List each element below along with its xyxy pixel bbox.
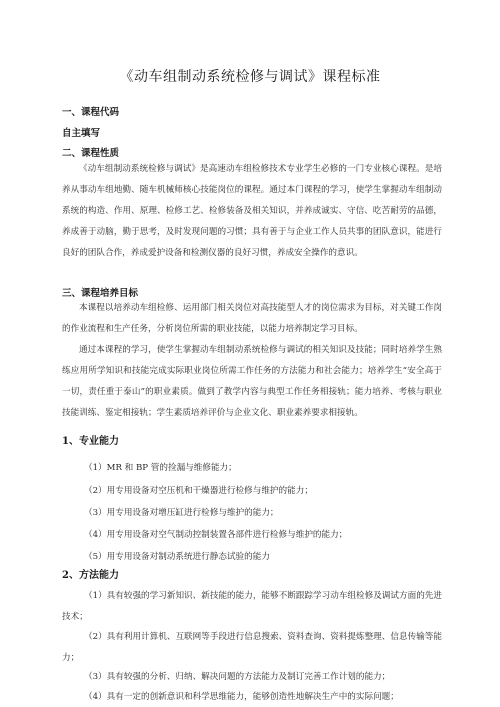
document-title: 《动车组制动系统检修与调试》课程标准 xyxy=(119,69,381,85)
course-goal-heading: 三、课程培养目标 xyxy=(62,288,139,299)
method-ability-heading: 2、方法能力 xyxy=(62,570,119,581)
course-code-value: 自主填写 xyxy=(62,128,101,139)
professional-ability-item: （2）用专用设备对空压机和干燥器进行检修与维护的能力； xyxy=(84,486,313,496)
method-ability-item-4: （4）具有一定的创新意识和科学思维能力，能够创造性地解决生产中的实际问题； xyxy=(84,692,399,702)
professional-ability-item: （5）用专用设备对制动系统进行静态试验的能力 xyxy=(84,552,270,562)
method-ability-item-3: （3）具有较强的分析、归纳、解决问题的方法能力及制订完善工作计划的能力； xyxy=(84,672,391,682)
course-nature-heading: 二、课程性质 xyxy=(62,148,120,159)
professional-ability-item: （4）用专用设备对空气制动控制装置各部件进行检修与维护的能力； xyxy=(84,530,348,540)
professional-ability-item: （1）MR 和 BP 管的捡漏与维修能力； xyxy=(84,463,237,473)
course-code-heading: 一、课程代码 xyxy=(62,107,120,118)
professional-ability-heading: 1、专业能力 xyxy=(62,436,119,447)
method-ability-item-2: （2）具有利用计算机、互联网等手段进行信息搜索、资料查询、资料提炼整理、信息传输等能力； xyxy=(62,632,442,663)
course-nature-paragraph: 《动车组制动系统检修与调试》是高速动车组检修技术专业学生必修的一门专业核心课程。是培养从事动车组地勤、随车机械师核心技能岗位的课程。通过本门课程的学习，使学生掌握动车组制动系统的构造、作用、原理、检修工艺、检修装备及相关知识，并养成诚实、守信、吃苦耐劳的品德，养成善于动脑，勤于思考，及时发现问题的习惯；具有善于与企业工作人员共事的团队意识，能进行良好的团队合作，养成爱护设备和检测仪器的良好习惯，养成安全操作的意识。 xyxy=(62,164,442,258)
course-goal-paragraph-1: 本课程以培养动车组检修、运用部门相关岗位对高技能型人才的岗位需求为目标，对关键工作岗的作业流程和生产任务，分析岗位所需的职业技能，以能力培养制定学习目标。 xyxy=(62,303,442,334)
professional-ability-item: （3）用专用设备对增压缸进行检修与维护的能力； xyxy=(84,508,279,518)
course-goal-paragraph-2: 通过本课程的学习，使学生掌握动车组制动系统检修与调试的相关知识及技能；同时培养学生熟练应用所学知识和技能完成实际职业岗位所需工作任务的方法能力和社会能力；培养学生“安全高于一切，责任重于泰山”的职业素质。做到了教学内容与典型工作任务相接轨；能力培养、考核与职业技能训练、鉴定相接轨；学生素质培养评价与企业文化、职业素养要求相接轨。 xyxy=(62,345,442,418)
method-ability-item-1: （1）具有较强的学习新知识、新技能的能力，能够不断跟踪学习动车组检修及调试方面的先进技术； xyxy=(62,591,442,622)
